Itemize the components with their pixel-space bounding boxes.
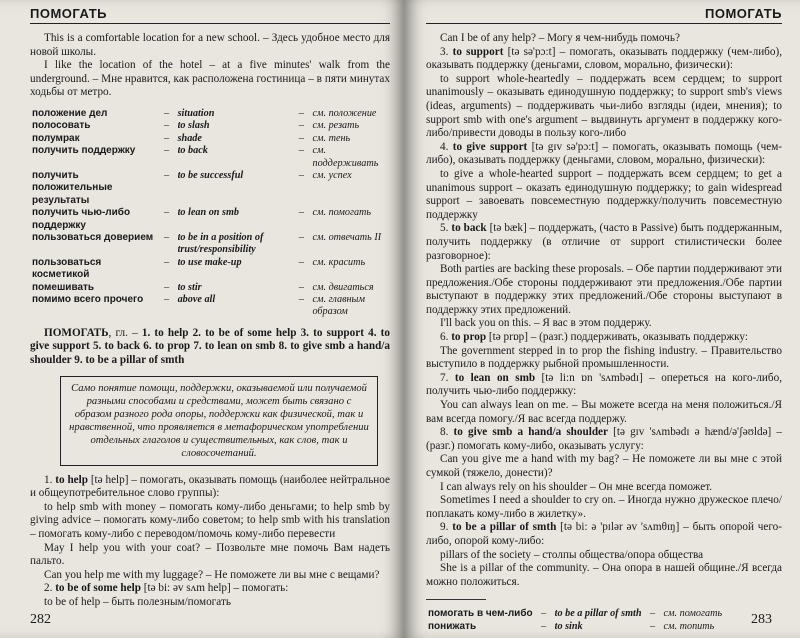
synonym-english: to be a pillar of smth [554,608,642,620]
synonym-english: to back [177,145,208,157]
dash: – [164,120,170,132]
synonym-russian: помимо всего прочего [32,294,144,306]
sense-8 [426,426,782,453]
sense-number: 8. [440,426,454,439]
sense-6 [426,331,782,345]
sense-number: 7. [440,371,455,384]
sense-number: 4. [440,140,453,153]
sense-definition: [tə prɒp] – (разг.) поддерживать, оказывать поддержку: [486,331,748,344]
dash: – [164,232,170,244]
synonym-row [30,108,390,120]
synonym-reference: см. топить [663,620,715,632]
synonym-row [30,145,390,170]
synonym-russian: положение дел [32,107,108,119]
synonym-reference: см. двигаться [312,281,374,293]
synonym-reference: см. успех [312,170,352,181]
dash: – [298,256,305,268]
right-page [404,0,800,638]
sense-2 [30,582,390,596]
synonym-russian: полосовать [32,120,91,132]
synonym-english: to be in a position of trust/responsibility [177,232,264,256]
sense-3-example: to support whole-heartedly – поддержать всем сердцем; to support unanimously – оказывать единодушную поддержку; to support smb's views (ideas, arguments) – поддерживать чьи-либо взгляды (идеи, мнения); to support smb with one's argument – выдвинуть аргумент в поддержку кого-либо/привести доводы в пользу кого-либо [426,72,782,140]
sense-7 [426,372,782,399]
sense-1-example-1: to help smb with money – помогать кому-либо деньгами; to help smb by giving advice – помогать кому-либо советом; to help smb with his translation – помогать кому-либо с переводом/помочь кому-либо перевести [30,500,390,541]
dash: – [164,170,170,181]
synonym-reference: см. главным образом [312,294,365,318]
headword-synonym-list: 1. to help 2. to be of some help 3. to support 4. to give support 5. to back 6. to prop 7. to lean on smb 8. to give smb a hand/a shoulder 9. to be a pillar of smth [30,326,390,367]
sense-definition: [tə bi: ə 'pɪlər əv 'sʌmθɪŋ] – быть опорой чего-либо, опорой кому-либо: [426,521,782,547]
synonym-reference: см. красить [312,256,366,268]
sense-4-example: to give a whole-hearted support – поддержать всем сердцем; to get a unanimous support – оказать единодушную поддержку; to gain widespread support – завоевать повсеместную поддержку/получить повсеместную поддержку [426,167,782,221]
sense-7-example: You can always lean on me. – Вы можете всегда на меня положиться./Я вам всегда помогу./Я вас всегда поддержу. [426,399,782,425]
synonym-english: to lean on smb [177,207,239,219]
sense-definition: [tə help] – помогать, оказывать помощь (наиболее нейтральное и общеупотребительное слово группы): [30,473,390,500]
synonym-russian: помогать в чем-либо [428,608,533,620]
synonym-russian: получить положительные результаты [32,170,113,206]
page-number-left: 282 [30,612,51,627]
dash: – [298,281,305,293]
dash: – [164,207,170,219]
dash: – [649,620,656,632]
synonym-english: above all [177,294,216,306]
headword: ПОМОГАТЬ [44,326,109,339]
sense-8-example-1: Can you give me a hand with my bag? – Не поможете ли вы мне с этой сумкой (тяжело, донести)? [426,453,782,479]
sense-1-example-2: May I help you with your coat? – Позвольте мне помочь Вам надеть пальто. [30,541,390,568]
synonym-row [30,257,390,282]
synonym-russian: пользоваться косметикой [32,256,102,281]
synonym-row [30,294,390,319]
dash: – [298,232,305,244]
sense-2-example: to be of help – быть полезным/помогать [44,596,231,608]
headword-entry [30,327,390,368]
synonym-english: shade [177,132,202,144]
sense-number: 9. [440,521,453,534]
dash: – [298,132,305,144]
synonym-row [30,207,390,232]
dash: – [298,294,305,306]
synonym-reference: см. тень [312,132,351,144]
sense-number: 5. [440,222,452,235]
sense-4 [426,141,782,168]
synonym-reference: см. помогать [312,207,372,219]
intro-paragraph-1: This is a comfortable location for a new school. – Здесь удобное место для новой школы. [30,32,390,58]
sense-number: 6. [440,331,452,344]
sense-number: 3. [440,45,453,58]
sense-3 [426,46,782,73]
dash: – [164,281,170,293]
synonym-russian: полумрак [32,132,80,144]
sense-definition: [tə gɪv sə'pɔ:t] – помогать, оказывать помощь (чем-либо), оказывать поддержку (деньгами, словом, морально, физически): [426,140,783,167]
dash: – [298,107,305,119]
running-head-left: ПОМОГАТЬ [30,6,390,24]
sense-head: to give smb a hand/a shoulder [453,426,608,439]
sense-definition: [tə bæk] – поддержать, (часто в Passive) быть поддержанным, получить поддержку (в отличие от support стилистически более разговорное): [426,222,782,262]
synonym-row [426,608,724,620]
dash: – [541,608,547,620]
sense-head: to back [451,222,487,235]
sense-1-example-3: Can you help me with my luggage? – Не поможете ли вы мне с вещами? [44,568,380,581]
synonym-row [30,170,390,207]
sense-5-example-1: Both parties are backing these proposals. – Обе партии поддерживают эти предложения./Обе стороны поддерживают эти предложения./Обе партии выступают в поддержку этих предложений./Обе стороны выступают в поддержку этих предложений. [426,263,782,316]
synonym-reference: см. помогать [663,608,723,620]
sense-definition: [tə li:n ɒn 'sʌmbədɪ] – опереться на кого-либо, получить чью-либо поддержку: [426,371,783,398]
sense-definition: [tə sə'pɔ:t] – помогать, оказывать поддержку (чем-либо), оказывать поддержку (деньгами, словом, морально, физически): [426,45,782,72]
sense-head: to be a pillar of smth [452,521,557,534]
synonym-reference: см. положение [312,107,377,119]
synonym-russian: понижать [428,620,477,632]
sense-9 [426,521,782,548]
dash: – [298,207,305,219]
sense-8-example-2: I can always rely on his shoulder – Он мне всегда поможет. [440,480,713,493]
sense-head: to support [452,45,504,58]
sense-head: to be of some help [55,582,141,595]
synonym-reference: см. отвечать II [312,232,382,244]
divider [426,599,486,600]
synonym-russian: получить поддержку [32,145,136,157]
sense-9-example-1: pillars of the society – столпы общества/опора общества [440,548,704,561]
note-box: Само понятие помощи, поддержки, оказываемой или получаемой разными способами и средствами, может быть связано с образом разного рода опоры, поддержки как физической, так и нравственной, что проявляется в метафорическом употреблении отдельных глаголов и существительных, как слов, так и словосочетаний. [60,376,378,466]
sense-definition: [tə gɪv 'sʌmbədɪ ə hænd/ə'ʃəʊldə] – (разг.) помогать кому-либо, оказывать услугу: [426,426,783,452]
dash: – [164,145,170,157]
synonym-row [30,133,390,145]
sense-5 [426,222,782,263]
dash: – [164,107,170,119]
sense-head: to help [55,473,88,486]
page-number-right: 283 [751,612,772,627]
dash: – [298,145,305,157]
synonym-english: to slash [177,120,210,132]
synonym-english: to be successful [177,170,244,181]
synonym-english: situation [177,107,215,119]
synonym-row [30,120,390,132]
sense-head: to give support [452,140,528,153]
synonym-reference: см. резать [312,120,360,132]
synonym-english: to use make-up [177,256,242,268]
synonym-reference: см. поддерживать [312,145,379,169]
synonym-russian: получить чью-либо поддержку [32,207,131,231]
intro-paragraph-2: I like the location of the hotel – at a five minutes' walk from the underground. – Мне нравится, как расположена гостиница – в пяти минутах ходьбы от метро. [30,59,390,99]
synonym-english: to sink [554,620,583,632]
sense-1 [30,474,390,501]
dash: – [649,608,656,620]
sense-8-example-3: Sometimes I need a shoulder to cry on. – Иногда нужно дружеское плечо/поплакать кому-либо в жилетку». [426,494,782,520]
synonym-row [426,621,724,633]
dash: – [164,256,170,268]
sense-6-example: The government stepped in to prop the fishing industry. – Правительство выступило в поддержку рыбной промышленности. [426,344,782,371]
sense-definition: [tə bi: əv sʌm help] – помогать: [140,582,289,595]
synonym-russian: пользоваться доверием [32,232,154,244]
sense-number: 2. [44,582,56,595]
synonym-row [30,282,390,294]
sense-head: to lean on smb [454,371,536,384]
sense-9-example-2: She is a pillar of the community. – Она опора в нашей общине./Я всегда можно положиться. [426,562,782,588]
synonym-russian: помешивать [32,281,95,293]
synonym-table-right [426,608,724,633]
sense-5-example-2: I'll back you on this. – Я вас в этом поддержу. [440,317,652,330]
headword-grammar: , гл. – [108,326,142,339]
dash: – [298,120,305,132]
dash: – [298,170,305,181]
synonym-english: to stir [177,281,202,293]
dash: – [164,132,170,144]
sense-head: to prop [451,331,487,344]
continuation-example: Can I be of any help? – Могу я чем-нибудь помочь? [440,32,680,44]
dash: – [164,294,170,306]
dash: – [541,620,547,632]
running-head-right: ПОМОГАТЬ [426,6,782,24]
sense-number: 1. [44,473,56,486]
synonym-table-left [30,108,390,319]
synonym-row [30,232,390,257]
